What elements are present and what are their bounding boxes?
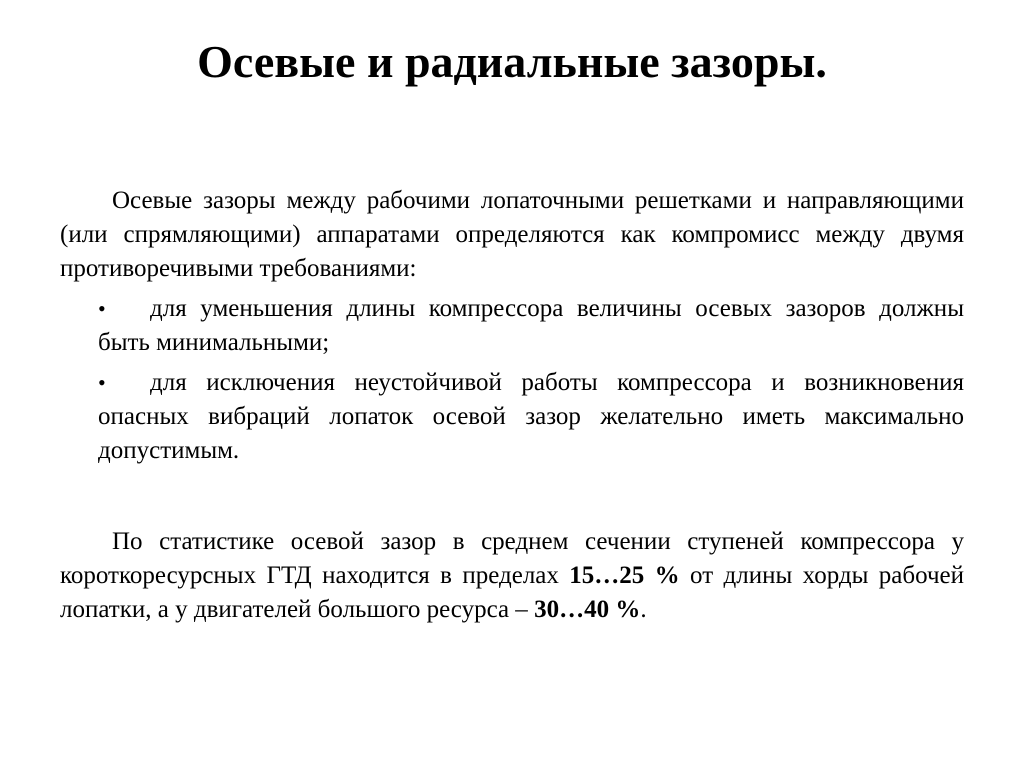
- statistics-paragraph: [60, 525, 964, 627]
- requirements-list: [98, 292, 964, 474]
- bullet-icon: •: [98, 296, 106, 321]
- bullet-text: для исключения неустойчивой работы компрессора и возникновения опасных вибраций лопаток осевой зазор желательно иметь максимально допустимым.: [98, 369, 964, 464]
- bullet-text: для уменьшения длины компрессора величины осевых зазоров должны быть минимальными;: [98, 295, 964, 356]
- intro-paragraph: Осевые зазоры между рабочими лопаточными решетками и направляющими (или спрямляющими) аппаратами определяются как компромисс между двумя противоречивыми требованиями:: [60, 187, 964, 282]
- stats-text-1: По статистике осевой зазор в среднем сечении ступеней компрессора у короткоресурсных ГТД находится в пределах: [60, 528, 964, 589]
- stats-value-short-life: 15…25 %: [569, 562, 680, 589]
- stats-text-2: от длины хорды рабочей лопатки, а у двигателей большого ресурса –: [60, 562, 964, 623]
- stats-value-long-life: 30…40 %: [534, 596, 641, 623]
- list-item: [98, 366, 964, 468]
- stats-text-3: .: [640, 596, 647, 623]
- list-item: [98, 292, 964, 360]
- slide-title: Осевые и радиальные зазоры.: [197, 36, 827, 87]
- bullet-icon: •: [98, 370, 106, 395]
